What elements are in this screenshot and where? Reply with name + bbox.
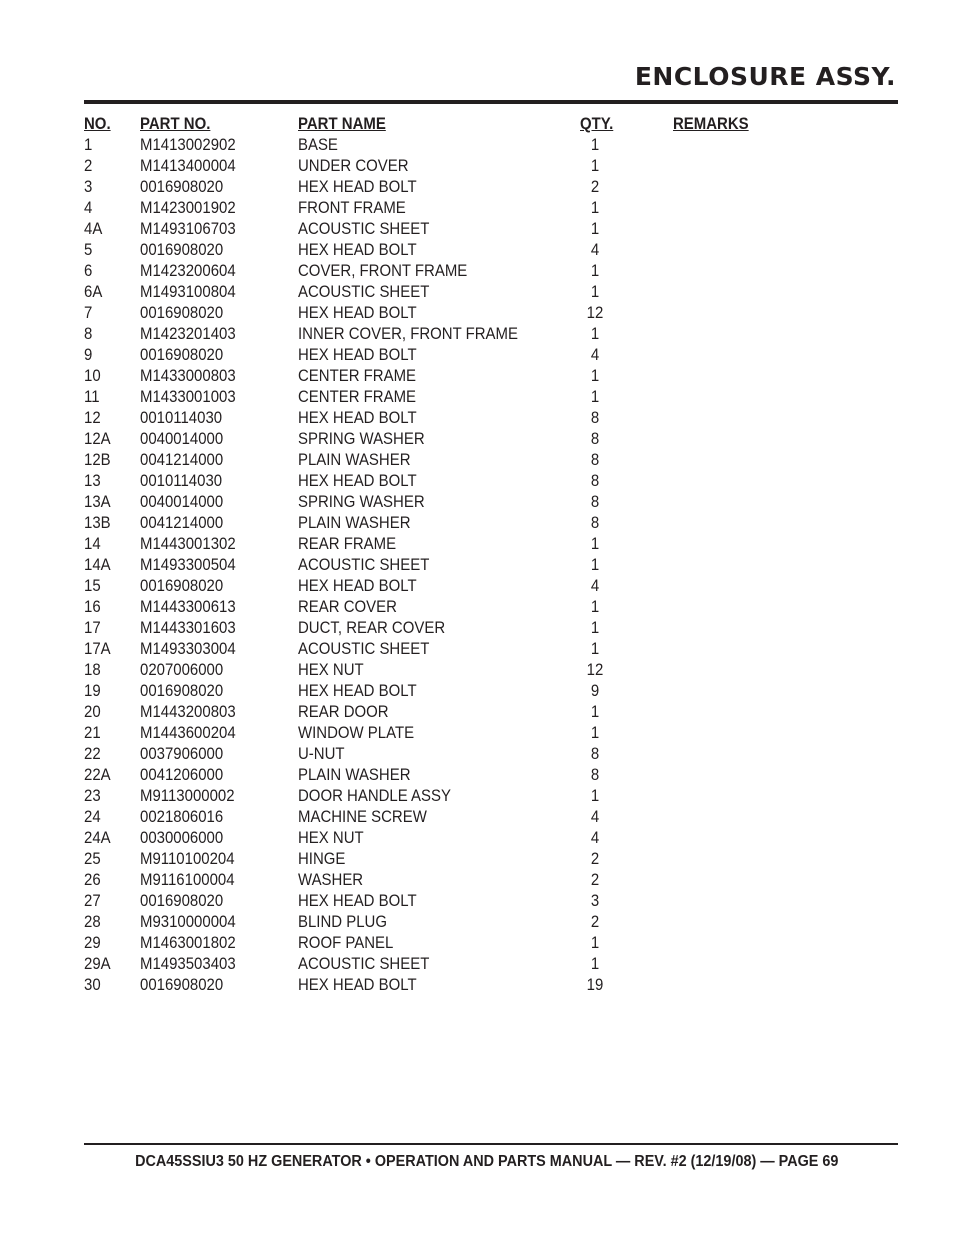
- row-qty: 4: [590, 828, 600, 847]
- row-no: 6A: [84, 282, 103, 301]
- row-no: 27: [84, 891, 101, 910]
- row-part-no: 0010114030: [140, 471, 223, 490]
- row-part-name: ACOUSTIC SHEET: [298, 639, 430, 658]
- row-qty: 2: [590, 177, 600, 196]
- table-row: [84, 428, 898, 449]
- row-no: 29A: [84, 954, 111, 973]
- table-header-row: [84, 113, 898, 134]
- row-qty: 1: [590, 324, 600, 343]
- row-qty: 1: [590, 954, 600, 973]
- table-row: [84, 554, 898, 575]
- row-no: 17: [84, 618, 101, 637]
- row-no: 30: [84, 975, 101, 994]
- row-qty: 8: [590, 429, 600, 448]
- row-part-name: ACOUSTIC SHEET: [298, 219, 430, 238]
- row-no: 3: [84, 177, 93, 196]
- row-qty: 1: [590, 639, 600, 658]
- row-part-no: M1433001003: [140, 387, 236, 406]
- row-part-name: SPRING WASHER: [298, 492, 425, 511]
- header-part-name: PART NAME: [298, 114, 386, 133]
- row-part-no: M1493300504: [140, 555, 236, 574]
- row-qty: 1: [590, 933, 600, 952]
- row-part-name: PLAIN WASHER: [298, 450, 411, 469]
- table-row: [84, 449, 898, 470]
- parts-table: [84, 113, 898, 995]
- row-part-no: 0016908020: [140, 576, 224, 595]
- row-part-name: CENTER FRAME: [298, 387, 417, 406]
- row-qty: 8: [590, 408, 600, 427]
- table-row: [84, 512, 898, 533]
- table-row: [84, 764, 898, 785]
- row-part-no: 0041214000: [140, 450, 224, 469]
- row-qty: 1: [590, 702, 600, 721]
- table-row: [84, 890, 898, 911]
- row-part-name: REAR FRAME: [298, 534, 397, 553]
- row-part-name: HEX HEAD BOLT: [298, 681, 417, 700]
- row-part-name: COVER, FRONT FRAME: [298, 261, 468, 280]
- table-row: [84, 575, 898, 596]
- row-part-no: M1423200604: [140, 261, 236, 280]
- row-qty: 1: [590, 282, 600, 301]
- row-part-name: BASE: [298, 135, 338, 154]
- row-part-name: WASHER: [298, 870, 364, 889]
- row-part-name: INNER COVER, FRONT FRAME: [298, 324, 518, 343]
- row-part-name: SPRING WASHER: [298, 429, 425, 448]
- row-no: 23: [84, 786, 101, 805]
- table-row: [84, 239, 898, 260]
- row-no: 13A: [84, 492, 111, 511]
- row-part-name: DOOR HANDLE ASSY: [298, 786, 451, 805]
- table-row: [84, 932, 898, 953]
- row-qty: 2: [590, 912, 600, 931]
- row-qty: 8: [590, 450, 600, 469]
- row-part-name: CENTER FRAME: [298, 366, 417, 385]
- row-part-no: M1463001802: [140, 933, 236, 952]
- row-no: 29: [84, 933, 101, 952]
- table-row: [84, 659, 898, 680]
- table-row: [84, 302, 898, 323]
- row-part-no: M1443001302: [140, 534, 236, 553]
- row-no: 24: [84, 807, 101, 826]
- footer-divider: [84, 1143, 898, 1145]
- row-qty: 1: [590, 786, 600, 805]
- row-no: 4: [84, 198, 93, 217]
- table-row: [84, 596, 898, 617]
- row-no: 24A: [84, 828, 111, 847]
- row-qty: 8: [590, 744, 600, 763]
- row-part-no: M1493303004: [140, 639, 236, 658]
- row-part-name: MACHINE SCREW: [298, 807, 427, 826]
- row-qty: 8: [590, 492, 600, 511]
- row-qty: 1: [590, 534, 600, 553]
- row-part-no: M1443200803: [140, 702, 236, 721]
- row-no: 20: [84, 702, 101, 721]
- table-row: [84, 386, 898, 407]
- table-row: [84, 218, 898, 239]
- row-part-name: PLAIN WASHER: [298, 765, 411, 784]
- row-part-no: 0021806016: [140, 807, 224, 826]
- row-part-name: HEX HEAD BOLT: [298, 975, 417, 994]
- header-no: NO.: [84, 114, 111, 133]
- table-row: [84, 722, 898, 743]
- row-part-no: 0040014000: [140, 492, 224, 511]
- row-qty: 1: [590, 156, 600, 175]
- row-part-no: 0016908020: [140, 303, 224, 322]
- row-no: 26: [84, 870, 101, 889]
- row-part-name: HEX NUT: [298, 660, 364, 679]
- row-no: 4A: [84, 219, 103, 238]
- row-part-name: ACOUSTIC SHEET: [298, 954, 430, 973]
- table-row: [84, 197, 898, 218]
- row-qty: 4: [590, 345, 600, 364]
- row-no: 5: [84, 240, 93, 259]
- row-part-no: 0037906000: [140, 744, 224, 763]
- row-part-no: M1443600204: [140, 723, 236, 742]
- header-qty: QTY.: [580, 114, 614, 133]
- row-part-name: PLAIN WASHER: [298, 513, 411, 532]
- table-row: [84, 407, 898, 428]
- row-qty: 2: [590, 870, 600, 889]
- table-row: [84, 974, 898, 995]
- row-part-no: M1443301603: [140, 618, 236, 637]
- row-qty: 1: [590, 597, 600, 616]
- table-row: [84, 344, 898, 365]
- row-qty: 4: [590, 576, 600, 595]
- row-qty: 3: [590, 891, 600, 910]
- row-part-no: 0016908020: [140, 240, 224, 259]
- row-part-no: M9113000002: [140, 786, 235, 805]
- row-part-no: 0040014000: [140, 429, 224, 448]
- row-no: 16: [84, 597, 101, 616]
- row-no: 14: [84, 534, 101, 553]
- row-part-no: 0016908020: [140, 975, 224, 994]
- row-part-name: REAR COVER: [298, 597, 397, 616]
- row-qty: 1: [590, 555, 600, 574]
- row-part-no: M1413002902: [140, 135, 236, 154]
- row-part-name: HEX HEAD BOLT: [298, 408, 417, 427]
- row-part-no: 0010114030: [140, 408, 223, 427]
- row-part-no: M1423001902: [140, 198, 236, 217]
- row-no: 13B: [84, 513, 111, 532]
- row-no: 28: [84, 912, 101, 931]
- row-part-no: 0016908020: [140, 345, 224, 364]
- row-no: 11: [84, 387, 100, 406]
- row-part-name: BLIND PLUG: [298, 912, 387, 931]
- row-no: 10: [84, 366, 101, 385]
- row-part-name: U-NUT: [298, 744, 345, 763]
- table-row: [84, 827, 898, 848]
- row-part-no: M9116100004: [140, 870, 235, 889]
- row-no: 2: [84, 156, 93, 175]
- table-body: [84, 134, 898, 995]
- row-part-name: HEX HEAD BOLT: [298, 471, 417, 490]
- table-row: [84, 155, 898, 176]
- row-part-name: HEX HEAD BOLT: [298, 303, 417, 322]
- table-row: [84, 848, 898, 869]
- table-row: [84, 176, 898, 197]
- row-no: 19: [84, 681, 101, 700]
- page-title: ENCLOSURE ASSY.: [634, 62, 896, 91]
- row-no: 12B: [84, 450, 111, 469]
- row-no: 12A: [84, 429, 111, 448]
- row-no: 12: [84, 408, 101, 427]
- row-qty: 8: [590, 765, 600, 784]
- table-row: [84, 491, 898, 512]
- table-row: [84, 785, 898, 806]
- row-qty: 1: [590, 261, 600, 280]
- row-qty: 12: [586, 303, 604, 322]
- row-part-no: M1493106703: [140, 219, 236, 238]
- row-part-name: HEX HEAD BOLT: [298, 177, 417, 196]
- table-row: [84, 638, 898, 659]
- table-row: [84, 533, 898, 554]
- row-qty: 4: [590, 240, 600, 259]
- row-part-no: 0016908020: [140, 681, 224, 700]
- row-part-no: 0016908020: [140, 177, 224, 196]
- page-footer: [0, 1153, 954, 1171]
- row-no: 14A: [84, 555, 111, 574]
- title-divider: [84, 100, 898, 104]
- row-part-name: HEX HEAD BOLT: [298, 345, 417, 364]
- table-row: [84, 806, 898, 827]
- row-no: 8: [84, 324, 93, 343]
- row-qty: 1: [590, 366, 600, 385]
- row-qty: 8: [590, 471, 600, 490]
- table-row: [84, 260, 898, 281]
- row-qty: 1: [590, 723, 600, 742]
- row-no: 13: [84, 471, 101, 490]
- row-no: 18: [84, 660, 101, 679]
- row-no: 22: [84, 744, 101, 763]
- row-qty: 1: [590, 219, 600, 238]
- row-no: 25: [84, 849, 101, 868]
- row-part-no: 0041214000: [140, 513, 224, 532]
- row-qty: 2: [590, 849, 600, 868]
- row-part-no: M1493503403: [140, 954, 236, 973]
- header-part-no: PART NO.: [140, 114, 211, 133]
- row-part-name: FRONT FRAME: [298, 198, 406, 217]
- table-row: [84, 323, 898, 344]
- row-part-name: HEX HEAD BOLT: [298, 240, 417, 259]
- row-part-name: REAR DOOR: [298, 702, 389, 721]
- row-part-name: HINGE: [298, 849, 346, 868]
- row-qty: 4: [590, 807, 600, 826]
- row-qty: 8: [590, 513, 600, 532]
- row-part-no: M1493100804: [140, 282, 236, 301]
- table-row: [84, 701, 898, 722]
- row-part-name: WINDOW PLATE: [298, 723, 415, 742]
- row-qty: 1: [590, 618, 600, 637]
- row-part-no: 0041206000: [140, 765, 224, 784]
- row-part-no: M9110100204: [140, 849, 235, 868]
- row-qty: 19: [586, 975, 604, 994]
- row-part-no: 0030006000: [140, 828, 224, 847]
- table-row: [84, 680, 898, 701]
- table-row: [84, 470, 898, 491]
- row-part-no: M1413400004: [140, 156, 236, 175]
- row-part-no: M1423201403: [140, 324, 236, 343]
- row-part-no: M1433000803: [140, 366, 236, 385]
- row-part-name: ACOUSTIC SHEET: [298, 282, 430, 301]
- row-no: 21: [84, 723, 101, 742]
- table-row: [84, 953, 898, 974]
- row-no: 7: [84, 303, 93, 322]
- row-part-no: M9310000004: [140, 912, 236, 931]
- row-part-no: 0016908020: [140, 891, 224, 910]
- row-no: 9: [84, 345, 93, 364]
- row-qty: 1: [590, 198, 600, 217]
- row-qty: 1: [590, 135, 600, 154]
- row-part-no: 0207006000: [140, 660, 224, 679]
- row-no: 15: [84, 576, 101, 595]
- table-row: [84, 911, 898, 932]
- row-part-name: DUCT, REAR COVER: [298, 618, 446, 637]
- row-no: 17A: [84, 639, 111, 658]
- row-part-name: HEX NUT: [298, 828, 364, 847]
- row-part-no: M1443300613: [140, 597, 236, 616]
- row-part-name: ROOF PANEL: [298, 933, 394, 952]
- header-remarks: REMARKS: [673, 114, 749, 133]
- table-row: [84, 365, 898, 386]
- row-part-name: UNDER COVER: [298, 156, 409, 175]
- row-qty: 1: [590, 387, 600, 406]
- row-qty: 9: [590, 681, 600, 700]
- table-row: [84, 743, 898, 764]
- row-no: 1: [84, 135, 93, 154]
- table-row: [84, 134, 898, 155]
- row-qty: 12: [586, 660, 604, 679]
- row-no: 22A: [84, 765, 111, 784]
- row-no: 6: [84, 261, 93, 280]
- row-part-name: HEX HEAD BOLT: [298, 576, 417, 595]
- row-part-name: ACOUSTIC SHEET: [298, 555, 430, 574]
- table-row: [84, 869, 898, 890]
- table-row: [84, 281, 898, 302]
- row-part-name: HEX HEAD BOLT: [298, 891, 417, 910]
- table-row: [84, 617, 898, 638]
- footer-text: DCA45SSIU3 50 HZ GENERATOR • OPERATION AND PARTS MANUAL — REV. #2 (12/19/08) — PAGE 69: [135, 1153, 839, 1170]
